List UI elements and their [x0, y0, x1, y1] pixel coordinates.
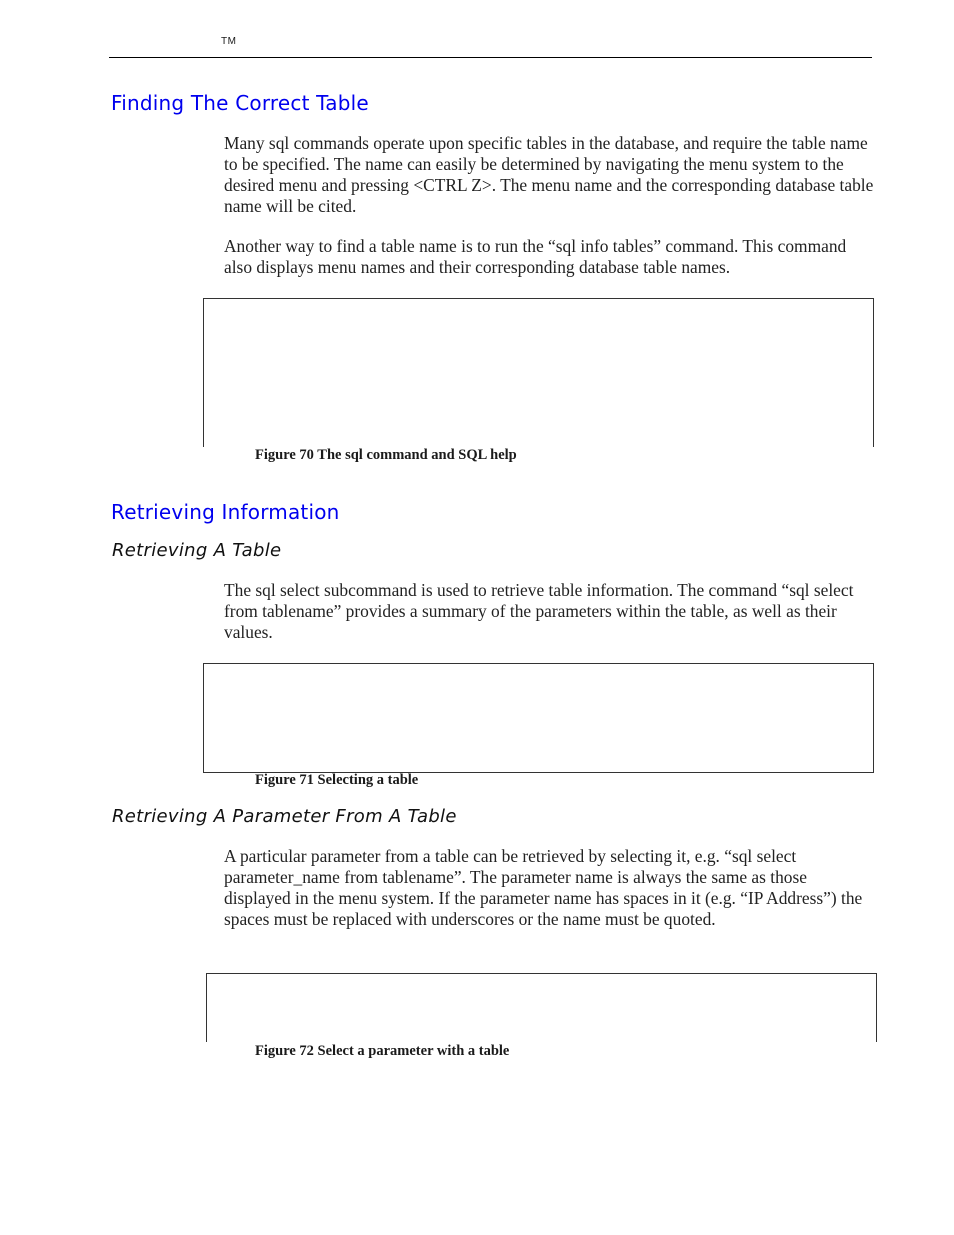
- paragraph-finding-2: Another way to find a table name is to run the “sql info tables” command. This command also displays menu names and their corresponding database table names.: [224, 236, 847, 277]
- heading-retrieving-parameter: Retrieving A Parameter From A Table: [112, 806, 457, 827]
- figure-70-box: [203, 298, 874, 447]
- paragraph-finding-1: Many sql commands operate upon specific tables in the database, and require the table name to be specified. The name can easily be determined by navigating the menu system to the desired menu and pressing <CTRL Z>. The menu name and the corresponding database table name will be cited.: [224, 133, 874, 216]
- figure-72-caption: Figure 72 Select a parameter with a table: [255, 1043, 510, 1059]
- figure-70-caption: Figure 70 The sql command and SQL help: [255, 447, 517, 463]
- paragraph-retrieving-parameter: A particular parameter from a table can be retrieved by selecting it, e.g. “sql select parameter_name from tablename”. The parameter name is always the same as those displayed in the menu system. If the parameter name has spaces in it (e.g. “IP Address”) the spaces must be replaced with underscores or the name must be quoted.: [224, 846, 863, 929]
- paragraph-retrieving-table: The sql select subcommand is used to retrieve table information. The command “sql select from tablename” provides a summary of the parameters within the table, as well as their values.: [224, 580, 854, 642]
- heading-finding-correct-table: Finding The Correct Table: [111, 91, 369, 115]
- heading-retrieving-information: Retrieving Information: [111, 500, 340, 524]
- figure-72-box: [206, 973, 877, 1042]
- header-rule: [109, 57, 872, 58]
- heading-retrieving-a-table: Retrieving A Table: [112, 540, 282, 561]
- trademark-mark: TM: [221, 36, 237, 47]
- figure-71-caption: Figure 71 Selecting a table: [255, 772, 419, 788]
- figure-71-box: [203, 663, 874, 773]
